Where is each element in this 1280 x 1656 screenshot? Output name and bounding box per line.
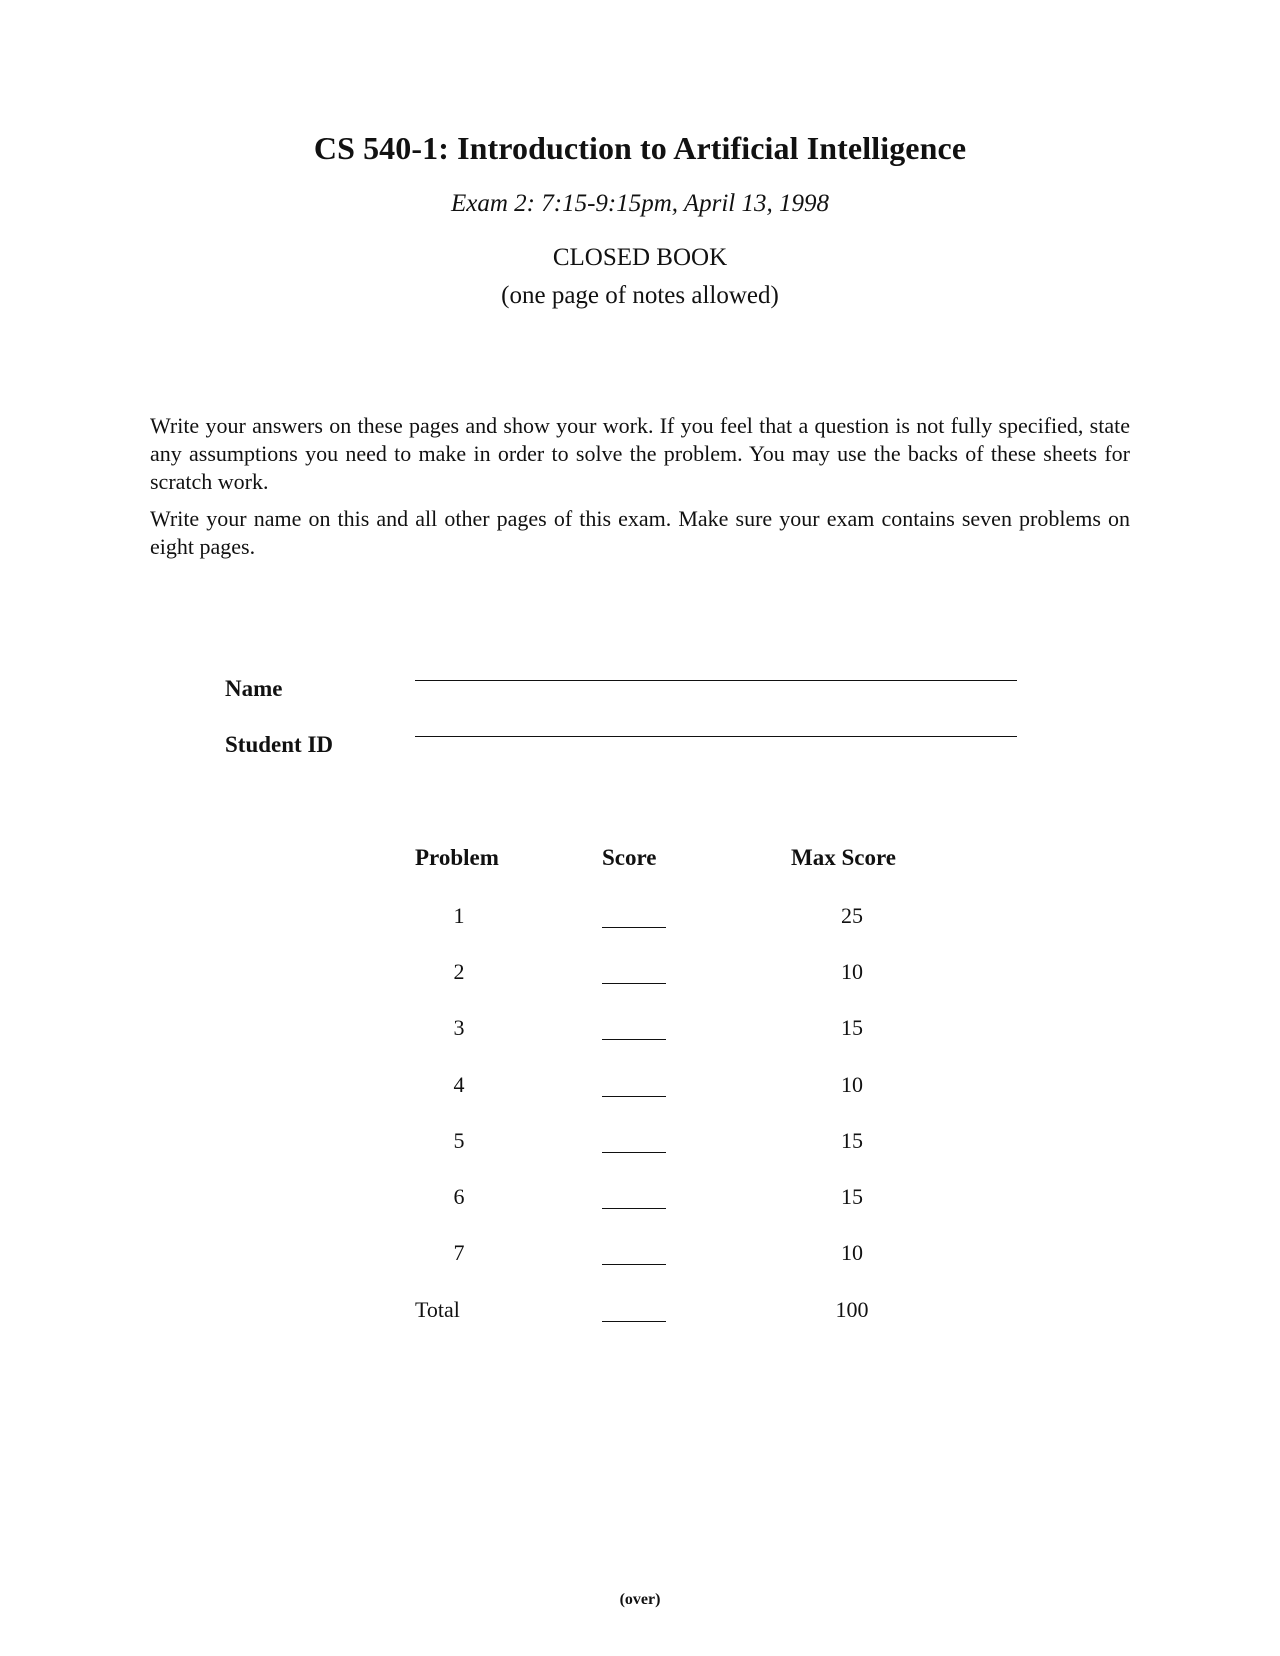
table-row-total [0,1297,1280,1327]
problem-number: 6 [453,1184,465,1209]
instructions [150,412,1130,570]
problem-number: 1 [453,903,465,928]
total-score-blank[interactable] [602,1321,666,1322]
table-row [0,1015,1280,1045]
table-row [0,959,1280,989]
column-header-max-score: Max Score [791,845,896,870]
problem-number: 4 [453,1072,465,1097]
problem-number: 3 [453,1015,465,1040]
name-blank-line[interactable] [415,680,1017,681]
problem-number: 5 [453,1128,465,1153]
exam-subtitle: Exam 2: 7:15-9:15pm, April 13, 1998 [451,190,829,217]
instructions-paragraph-1: Write your answers on these pages and show your work. If you feel that a question is not fully specified, state any assumptions you need to make in order to solve the problem. You may use the backs of these sheets for scratch work. [150,413,1130,494]
score-blank[interactable] [602,983,666,984]
over-notice: (over) [619,1591,661,1608]
table-row [0,1184,1280,1214]
score-blank[interactable] [602,1096,666,1097]
page-title: CS 540-1: Introduction to Artificial Intelligence [313,130,967,166]
student-id-blank-line[interactable] [415,736,1017,737]
max-score-value: 15 [841,1015,863,1040]
problem-number: 7 [453,1240,465,1265]
column-header-problem: Problem [415,845,499,870]
closed-book-notice: CLOSED BOOK [552,244,728,271]
problem-number: 2 [453,959,465,984]
max-score-value: 10 [841,1072,863,1097]
table-row [0,1240,1280,1270]
notes-allowed-notice: (one page of notes allowed) [501,282,779,309]
max-score-value: 10 [841,959,863,984]
column-header-score: Score [602,845,657,870]
score-blank[interactable] [602,1039,666,1040]
score-blank[interactable] [602,1264,666,1265]
max-score-value: 10 [841,1240,863,1265]
max-score-value: 25 [841,903,863,928]
max-score-value: 15 [841,1128,863,1153]
total-max-score-value: 100 [835,1297,869,1322]
table-row [0,1128,1280,1158]
name-label: Name [225,676,283,701]
score-blank[interactable] [602,1152,666,1153]
score-blank[interactable] [602,1208,666,1209]
student-id-label: Student ID [225,732,334,757]
total-label: Total [415,1297,460,1322]
instructions-paragraph-2: Write your name on this and all other pages of this exam. Make sure your exam contains seven problems on eight pages. [150,506,1130,559]
max-score-value: 15 [841,1184,863,1209]
table-row [0,903,1280,933]
score-blank[interactable] [602,927,666,928]
table-row [0,1072,1280,1102]
